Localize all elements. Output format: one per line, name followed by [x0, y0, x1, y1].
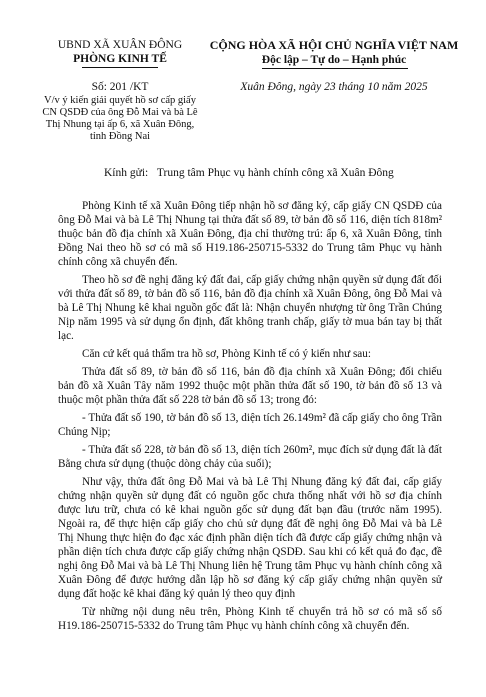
paragraph-basis: Căn cứ kết quả thẩm tra hồ sơ, Phòng Kinh tế có ý kiến như sau:	[82, 348, 371, 360]
paragraph-conclusion: Như vậy, thửa đất ông Đỗ Mai và bà Lê Thị Nhung đăng ký đất đai, cấp giấy chứng nhận quyền sử dụng đất có nguồn gốc chưa thống nhất với hồ sơ địa chính được lưu trữ, chưa có kê khai nguồn gốc sử dụng đất bạn đầu (trước năm 1995). Ngoài ra, để thực hiện cấp giấy cho chủ sử dụng đất đề nghị ông Đỗ Mai và bà Lê Thị Nhung thực hiện đo đạc xác định phần diện tích đã được cấp giấy chứng nhận và phần diện tích chưa được cấp giấy chứng nhận QSDĐ. Sau khi có kết quả đo đạc, đề nghị ông Đỗ Mai và bà Lê Thị Nhung liên hệ Trung tâm Phục vụ hành chính công xã Xuân Đông để được hướng dẫn lập hồ sơ đăng ký cấp giấy chứng nhận quyền sử dụng đất hoặc kê khai đăng ký quản lý theo quy định	[58, 476, 442, 600]
recipient-line	[104, 166, 394, 180]
org-name: UBND XÃ XUÂN ĐÔNG	[57, 39, 183, 51]
document-number: Số: 201 /KT	[91, 81, 149, 93]
paragraph-parcel: Thửa đất số 89, tờ bản đồ số 116, bản đồ địa chính xã Xuân Đông; đối chiếu bản đồ xã Xuân Tây năm 1992 thuộc một phần thửa đất số 190, tờ bản đồ số 13 và thuộc một phần thửa đất số 228 tờ bản đồ số 13; trong đó:	[58, 366, 442, 406]
recipient-label: Kính gửi:	[104, 167, 149, 179]
paragraph-parcel-228: - Thửa đất số 228, tờ bản đồ số 13, diện tích 260m², mục đích sử dụng đất là đất Bằng chưa sử dụng (thuộc dòng chảy của suối);	[58, 444, 442, 470]
motto-underline	[262, 68, 408, 69]
org-underline	[82, 67, 158, 68]
paragraph-request: Theo hồ sơ đề nghị đăng ký đất đai, cấp giấy chứng nhận quyền sử dụng đất đối với thửa đất số 89, tờ bản đồ số 116, bản đồ địa chính xã Xuân Đông, ông Đỗ Mai và bà Lê Thị Nhung kê khai nguồn gốc đất là: Nhận chuyển nhượng từ ông Trần Chúng Nịp năm 1995 và sử dụng ổn định, đất không tranh chấp, giấy tờ mua bán tay bị thất lạc.	[58, 274, 442, 342]
issuing-authority	[40, 38, 200, 66]
national-title: CỘNG HÒA XÃ HỘI CHỦ NGHĨA VIỆT NAM	[209, 38, 459, 52]
document-body	[58, 199, 442, 637]
date-place: Xuân Đông, ngày 23 tháng 10 năm 2025	[240, 81, 428, 93]
department-name: PHÒNG KINH TẾ	[73, 53, 167, 65]
recipient-name: Trung tâm Phục vụ hành chính công xã Xuân Đông	[156, 167, 394, 179]
paragraph-return: Từ những nội dung nêu trên, Phòng Kinh tế chuyển trả hồ sơ có mã số số H19.186-250715-5332 do Trung tâm Phục vụ hành chính công xã chuyển đến.	[58, 606, 442, 632]
document-subject: V/v ý kiến giải quyết hồ sơ cấp giấy CN QSDĐ của ông Đỗ Mai và bà Lê Thị Nhung tại ấp 6, xã Xuân Đông, tỉnh Đồng Nai	[42, 95, 198, 142]
paragraph-parcel-190: - Thửa đất số 190, tờ bản đồ số 13, diện tích 26.149m² đã cấp giấy cho ông Trần Chúng Nịp;	[58, 412, 442, 438]
paragraph-intro: Phòng Kinh tế xã Xuân Đông tiếp nhận hồ sơ đăng ký, cấp giấy CN QSDĐ của ông Đỗ Mai và bà Lê Thị Nhung tại thửa đất số 89, tờ bản đồ số 116, diện tích 818m² thuộc bản đồ địa chính xã Xuân Đông, địa chỉ thường trú: ấp 6, xã Xuân Đông, tỉnh Đồng Nai theo hồ sơ có mã số H19.186-250715-5332 do Trung tâm Phục vụ hành chính công xã chuyển đến.	[58, 200, 442, 268]
national-motto: Độc lập – Tự do – Hạnh phúc	[261, 54, 407, 66]
